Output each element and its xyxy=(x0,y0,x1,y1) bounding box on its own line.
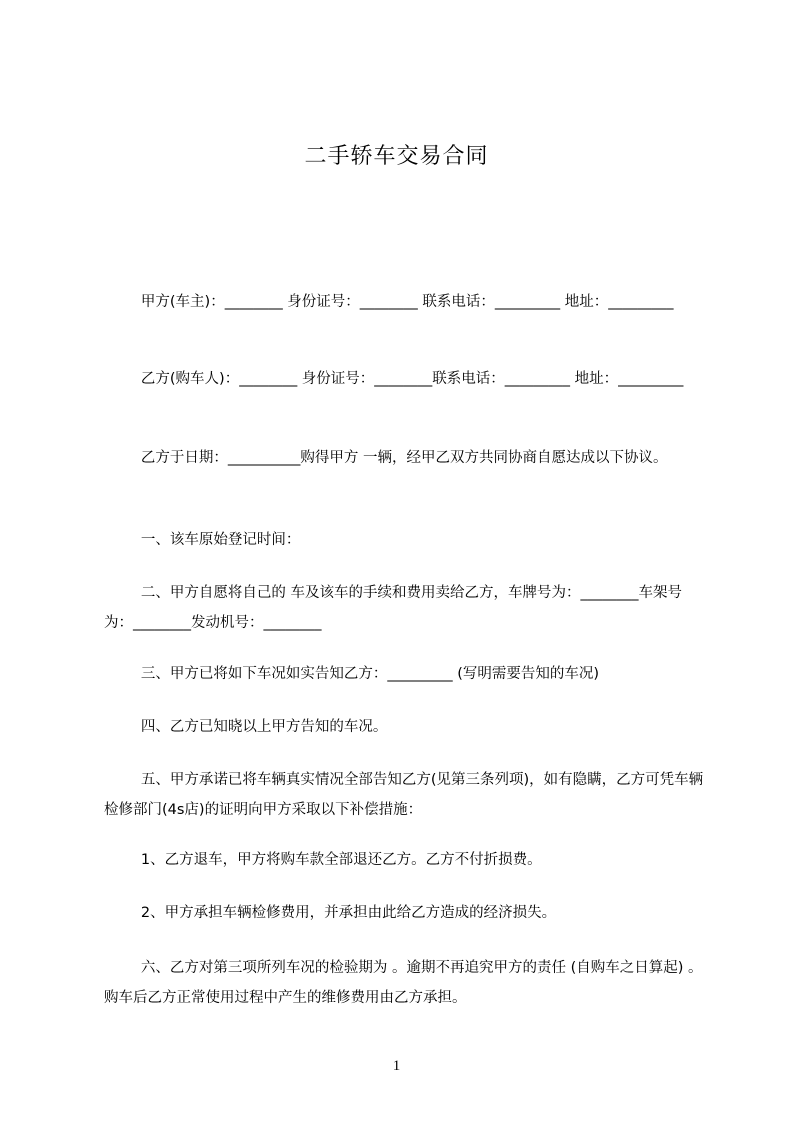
clause-3: 三、甲方已将如下车况如实告知乙方：_________ (写明需要告知的车况) xyxy=(104,666,600,682)
document-title: 二手轿车交易合同 xyxy=(304,144,489,169)
party-b-info: 乙方(购车人)：________ 身份证号：________联系电话：_________ 地址：_________ xyxy=(104,371,684,387)
clause-1: 一、该车原始登记时间： xyxy=(104,532,301,548)
clause-5-item-1: 1、乙方退车，甲方将购车款全部退还乙方。乙方不付折损费。 xyxy=(104,852,542,868)
clause-2: 二、甲方自愿将自己的 车及该车的手续和费用卖给乙方，车牌号为：________车架号为：________发动机号：________ xyxy=(104,585,682,631)
clause-5: 五、甲方承诺已将车辆真实情况全部告知乙方(见第三条列项)，如有隐瞒，乙方可凭车辆检修部门(4s店)的证明向甲方采取以下补偿措施： xyxy=(104,772,704,818)
page-number: 1 xyxy=(392,1058,401,1074)
purchase-date-clause: 乙方于日期：__________购得甲方 一辆，经甲乙双方共同协商自愿达成以下协议。 xyxy=(104,450,668,466)
clause-6: 六、乙方对第三项所列车况的检验期为 。逾期不再追究甲方的责任 (自购车之日算起) 。购车后乙方正常使用过程中产生的维修费用由乙方承担。 xyxy=(104,960,703,1006)
party-a-info: 甲方(车主)：________ 身份证号：________ 联系电话：_________ 地址：_________ xyxy=(104,294,674,310)
clause-5-item-2: 2、甲方承担车辆检修费用，并承担由此给乙方造成的经济损失。 xyxy=(104,905,557,921)
clause-4: 四、乙方已知晓以上甲方告知的车况。 xyxy=(104,719,388,735)
